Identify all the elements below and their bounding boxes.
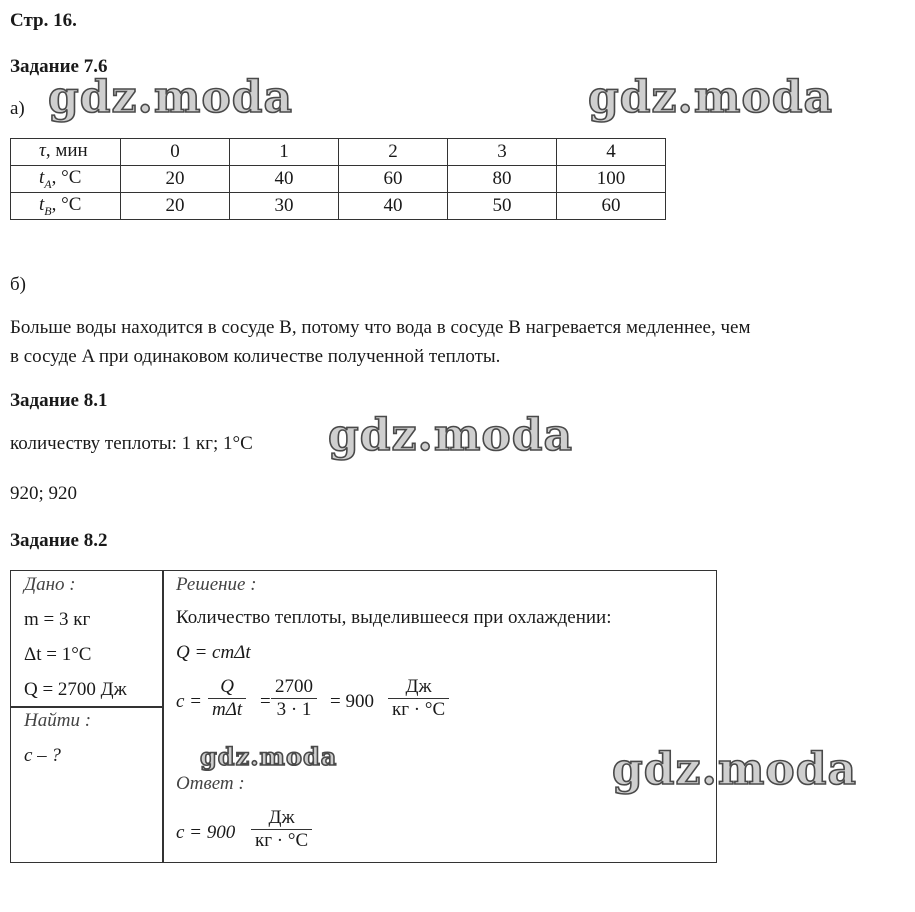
- fraction-q-over-mdt: Q mΔt: [208, 676, 246, 721]
- row-label: $t_A$, °C: [11, 166, 121, 193]
- page-title: Стр. 16.: [10, 10, 77, 31]
- table-row: [11, 139, 666, 166]
- fraction-2700-over-3: $\frac{2700}{3 \cdot 1}$: [271, 676, 317, 721]
- table-cell: 30: [230, 193, 339, 220]
- answer-value: c = 900: [176, 822, 236, 843]
- table-cell: 0: [121, 139, 230, 166]
- solution-text: Количество теплоты, выделившееся при охлаждении:: [176, 607, 612, 628]
- watermark-5: gdz.moda: [612, 744, 858, 795]
- table-cell: 20: [121, 166, 230, 193]
- table-cell: 3: [448, 139, 557, 166]
- part-b-label: б): [10, 274, 26, 295]
- table-cell: 60: [339, 166, 448, 193]
- given-heat: Q = 2700 Дж: [24, 679, 127, 700]
- answer-line-1: Больше воды находится в сосуде B, потому что вода в сосуде B нагревается медленнее, чем: [10, 317, 751, 338]
- watermark-2: gdz.moda: [588, 72, 834, 123]
- answer-line-2: в сосуде A при одинаковом количестве полученной теплоты.: [10, 346, 501, 367]
- row-label: τ, мин: [11, 139, 121, 166]
- row-label: $t_B$, °C: [11, 193, 121, 220]
- given-delta-t: Δt = 1°C: [24, 644, 92, 665]
- task-8-2-heading: Задание 8.2: [10, 530, 108, 551]
- heating-table: [10, 138, 666, 220]
- table-cell: 40: [339, 193, 448, 220]
- calc-c-label: c =: [176, 691, 203, 712]
- find-value: c – ?: [24, 745, 61, 766]
- answer-unit-fraction: Дж кг · °C: [251, 807, 312, 852]
- table-cell: 100: [557, 166, 666, 193]
- table-cell: 40: [230, 166, 339, 193]
- answer-title: Ответ :: [176, 773, 245, 794]
- watermark-3: gdz.moda: [328, 410, 574, 461]
- task-8-1-line-1: количеству теплоты: 1 кг; 1°C: [10, 433, 253, 454]
- part-a-label: а): [10, 98, 25, 119]
- table-cell: 4: [557, 139, 666, 166]
- given-mass: m = 3 кг: [24, 609, 91, 630]
- calc-equals-1: =: [260, 691, 271, 712]
- solution-formula: Q = cmΔt: [176, 642, 251, 663]
- watermark-1: gdz.moda: [48, 72, 294, 123]
- table-row: [11, 193, 666, 220]
- task-8-1-line-2: 920; 920: [10, 483, 78, 504]
- unit-fraction: Дж кг · °C: [388, 676, 449, 721]
- calc-result: = 900: [330, 691, 374, 712]
- find-title: Найти :: [24, 710, 92, 731]
- task-8-1-heading: Задание 8.1: [10, 390, 108, 411]
- solution-title: Решение :: [176, 574, 257, 595]
- table-cell: 2: [339, 139, 448, 166]
- table-cell: 60: [557, 193, 666, 220]
- table-cell: 1: [230, 139, 339, 166]
- table-row: [11, 166, 666, 193]
- table-cell: 50: [448, 193, 557, 220]
- table-cell: 20: [121, 193, 230, 220]
- given-title: Дано :: [24, 574, 76, 595]
- watermark-4: gdz.moda: [200, 742, 338, 771]
- task-7-6-heading: Задание 7.6: [10, 56, 108, 77]
- table-cell: 80: [448, 166, 557, 193]
